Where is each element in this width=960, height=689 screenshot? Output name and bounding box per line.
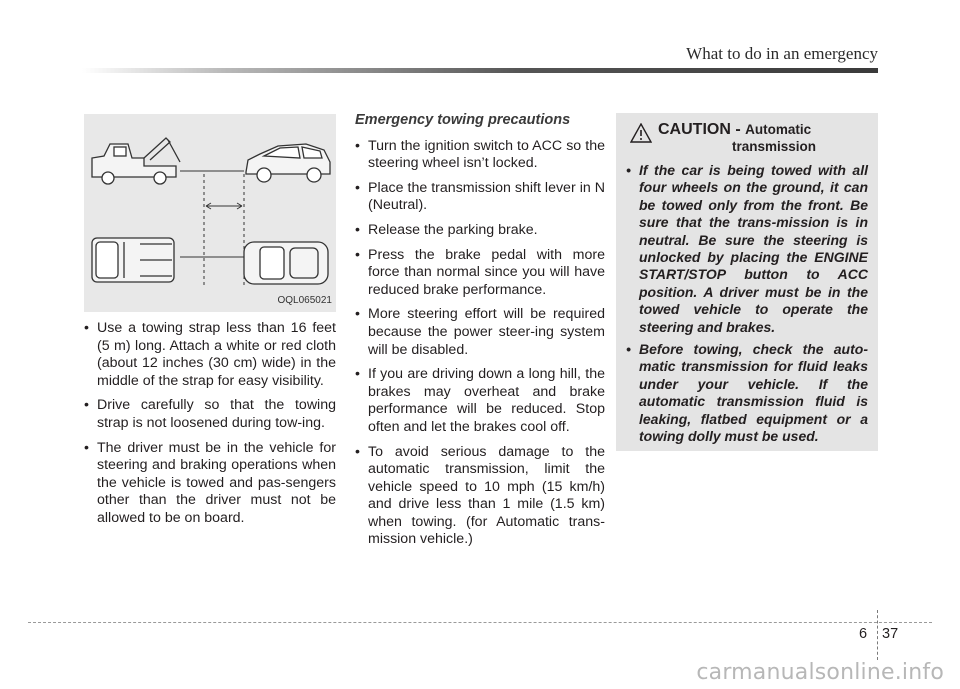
list-item: • Use a towing strap less than 16 feet (5 m) long. Attach a white or red cloth (about 12 inches (30 cm) wide) in the middle of the strap for easy visibility. [84, 320, 336, 390]
header-rule [82, 68, 878, 73]
left-column [84, 111, 336, 535]
caution-subtitle-line2: transmission [732, 139, 817, 154]
towing-diagram-graphic [84, 114, 336, 312]
caution-subtitle: Automatic [745, 122, 812, 137]
tow-truck-top-view [92, 238, 174, 282]
section-heading: Emergency towing precautions [355, 112, 571, 128]
list-item: • Release the parking brake. [355, 222, 605, 240]
towing-precautions-list [355, 138, 605, 549]
list-item: • Place the transmission shift lever in N (Neutral). [355, 180, 605, 215]
middle-column [355, 111, 605, 556]
figure-code: OQL065021 [277, 295, 332, 307]
caution-title-block [658, 121, 816, 154]
list-item: • Press the brake pedal with more force than normal since you will have reduced brake performance. [355, 247, 605, 300]
page-number-separator [877, 610, 878, 660]
list-item: • More steering effort will be required because the power steer-ing system will be disabled. [355, 306, 605, 359]
tow-truck-side-view [92, 138, 180, 184]
list-item: • If the car is being towed with all four wheels on the ground, it can be towed only from the front. Be sure that the trans-mission is in neutral. Be sure the steering is unlocked by placing the ENGINE START/STOP button to ACC position. A driver must be in the towed vehicle to operate the steering and brakes. [626, 162, 868, 336]
caution-list [626, 162, 868, 446]
towed-suv-top-view [244, 242, 328, 284]
page-number: 37 [882, 626, 899, 642]
caution-title: CAUTION - [658, 121, 741, 138]
towing-strap-instructions [84, 320, 336, 528]
list-item: • Before towing, check the auto-matic transmission for fluid leaks under your vehicle. If the automatic transmission fluid is leaking, flatbed equipment or a towing dolly must be used. [626, 341, 868, 445]
footer-rule [28, 622, 932, 623]
list-item: • The driver must be in the vehicle for steering and braking operations when the vehicle is towed and pas-sengers other than the driver must not be allowed to be on board. [84, 440, 336, 528]
watermark-text: carmanualsonline.info [696, 660, 944, 685]
list-item: • To avoid serious damage to the automatic transmission, limit the vehicle speed to 10 mph (15 km/h) and drive less than 1 mile (1.5 km) when towing. (for Automatic trans-mission vehicle.) [355, 444, 605, 550]
page-header-title: What to do in an emergency [686, 44, 878, 63]
towing-illustration [84, 114, 336, 312]
list-item: • Turn the ignition switch to ACC so the steering wheel isn’t locked. [355, 138, 605, 173]
caution-box [616, 113, 878, 451]
chapter-number: 6 [859, 626, 868, 642]
list-item: • Drive carefully so that the towing strap is not loosened during tow-ing. [84, 397, 336, 432]
towed-suv-side-view [246, 144, 330, 182]
list-item: • If you are driving down a long hill, the brakes may overheat and brake performance will be reduced. Stop often and let the brakes cool off. [355, 366, 605, 436]
warning-triangle-icon [630, 123, 652, 143]
tow-strap [180, 171, 244, 286]
caution-header [626, 121, 868, 154]
